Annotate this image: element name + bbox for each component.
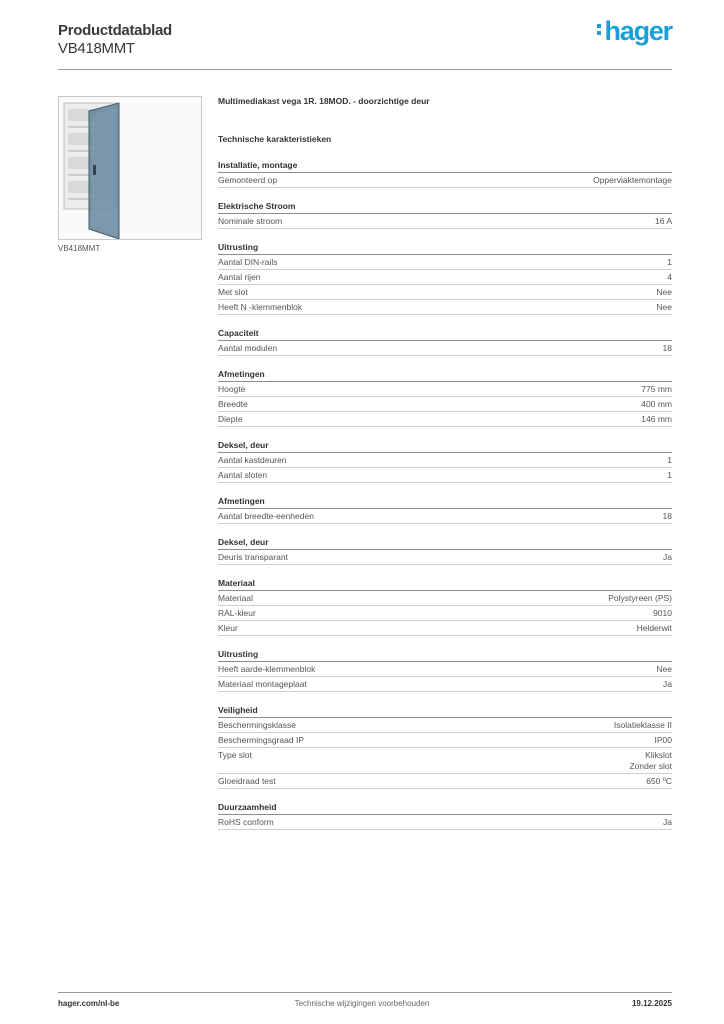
spec-row [218,718,672,733]
spec-label: Breedte [218,399,248,409]
spec-label: Beschermingsklasse [218,720,296,730]
spec-section-title: Deksel, deur [218,537,672,550]
spec-row [218,382,672,397]
spec-row [218,550,672,565]
spec-section-title: Veiligheid [218,705,672,718]
spec-value: 18 [662,511,672,521]
spec-section [218,649,672,692]
spec-row [218,606,672,621]
spec-value: Polystyreen (PS) [608,593,672,603]
footer-date: 19.12.2025 [631,999,672,1008]
spec-label: Type slot [218,750,253,760]
spec-value: Isolatieklasse II [613,720,672,730]
spec-row [218,412,672,427]
spec-label: Materiaal [218,593,253,603]
spec-label: Gloeidraad test [218,776,276,786]
spec-section [218,802,672,830]
spec-value: IP00 [654,735,672,745]
product-description: Multimediakast vega 1R. 18MOD. - doorzichtige deur [218,96,430,106]
spec-sections [218,160,672,830]
spec-value: 1 [667,455,672,465]
spec-section-title: Afmetingen [218,369,672,382]
spec-value: Helderwit [636,623,672,633]
spec-value: Ja [663,817,672,827]
spec-value: 146 mm [641,414,672,424]
footer-divider [58,992,672,993]
spec-row [218,748,672,774]
spec-section [218,328,672,356]
spec-section [218,242,672,315]
cabinet-with-transparent-door-icon [59,97,201,239]
spec-value: Nee [656,302,672,312]
spec-label: Met slot [218,287,248,297]
spec-value: 16 A [654,216,672,226]
spec-section [218,440,672,483]
spec-row [218,214,672,229]
spec-value: 1 [667,257,672,267]
spec-section-title: Installatie, montage [218,160,672,173]
product-image-caption: VB418MMT [58,244,101,253]
spec-row [218,468,672,483]
spec-section [218,201,672,229]
spec-section-title: Afmetingen [218,496,672,509]
spec-row [218,397,672,412]
spec-label: Heeft N -klemmenblok [218,302,303,312]
spec-row [218,677,672,692]
spec-label: Aantal sloten [218,470,268,480]
spec-label: Gemonteerd op [218,175,278,185]
spec-label: Deuris transparant [218,552,288,562]
spec-row [218,774,672,789]
spec-row [218,509,672,524]
spec-label: Beschermingsgraad IP [218,735,304,745]
spec-section [218,537,672,565]
spec-section-title: Deksel, deur [218,440,672,453]
spec-label: Diepte [218,414,243,424]
spec-label: Nominale stroom [218,216,283,226]
spec-value: 9010 [653,608,672,618]
spec-label: Aantal rijen [218,272,261,282]
spec-label: Aantal kastdeuren [218,455,287,465]
spec-label: Aantal modulen [218,343,278,353]
spec-label: Hoogte [218,384,246,394]
spec-row [218,621,672,636]
spec-label: RoHS conform [218,817,274,827]
spec-section-title: Materiaal [218,578,672,591]
hager-logo [597,16,672,47]
spec-row [218,591,672,606]
document-title: Productdatablad [58,22,172,39]
spec-row [218,173,672,188]
header-divider [58,69,672,70]
spec-value: 1 [667,470,672,480]
spec-row [218,453,672,468]
spec-value: 4 [667,272,672,282]
spec-label: Aantal breedte-eenheden [218,511,314,521]
spec-value-line: Klikslot [645,750,672,760]
spec-value: Ja [663,552,672,562]
spec-row [218,270,672,285]
spec-label: Kleur [218,623,238,633]
spec-value: 400 mm [641,399,672,409]
footer-website: hager.com/nl-be [58,999,120,1008]
spec-section [218,705,672,789]
spec-value [629,750,672,772]
spec-section-title: Uitrusting [218,649,672,662]
spec-label: Materiaal montageplaat [218,679,307,689]
spec-row [218,662,672,677]
spec-label: RAL-kleur [218,608,256,618]
logo-colon-mark [597,21,601,38]
page-header [58,16,672,68]
spec-section-title: Uitrusting [218,242,672,255]
spec-value: Nee [656,287,672,297]
spec-section-title: Elektrische Stroom [218,201,672,214]
spec-row [218,285,672,300]
spec-section-title: Duurzaamheid [218,802,672,815]
spec-row [218,255,672,270]
spec-value: 650 ºC [646,776,672,786]
spec-value-line: Zonder slot [629,761,672,771]
spec-value: Ja [663,679,672,689]
spec-label: Heeft aarde-klemmenblok [218,664,316,674]
spec-section [218,369,672,427]
spec-row [218,815,672,830]
spec-content [218,96,672,830]
product-image [58,96,202,240]
spec-section [218,578,672,636]
footer-disclaimer: Technische wijzigingen voorbehouden [294,999,430,1008]
technical-characteristics-heading: Technische karakteristieken [218,134,332,144]
spec-value: 18 [662,343,672,353]
spec-label: Aantal DIN-rails [218,257,278,267]
product-code: VB418MMT [58,40,135,57]
spec-row [218,300,672,315]
spec-section [218,160,672,188]
spec-section [218,496,672,524]
spec-row [218,341,672,356]
spec-value: 775 mm [641,384,672,394]
spec-row [218,733,672,748]
spec-value: Opperviaktemontage [593,175,672,185]
logo-text: hager [604,16,672,46]
spec-section-title: Capaciteit [218,328,672,341]
spec-value: Nee [656,664,672,674]
